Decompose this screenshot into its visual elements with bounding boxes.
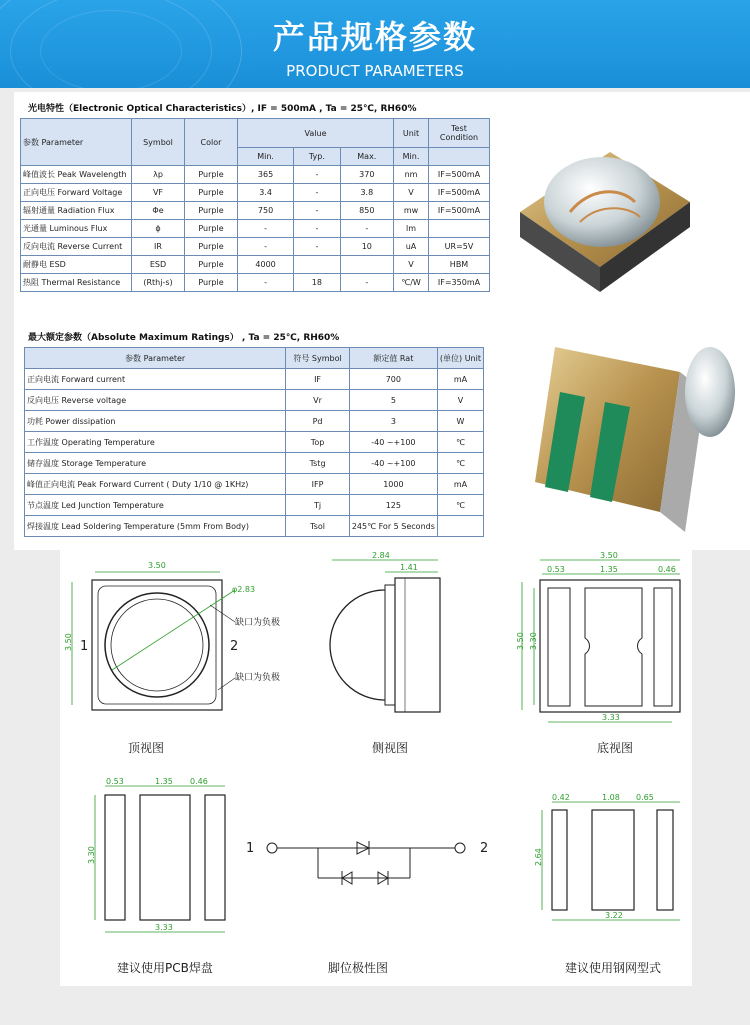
drawings-canvas bbox=[60, 550, 692, 986]
header-test-blank bbox=[429, 148, 490, 166]
optical-row bbox=[21, 202, 490, 220]
optical-cell-color: Purple bbox=[185, 256, 238, 274]
optical-table bbox=[20, 118, 490, 292]
absolute-cell-unit: mA bbox=[437, 474, 483, 495]
bottom-view-bottom: 3.33 bbox=[602, 713, 620, 722]
side-view-drawing bbox=[330, 551, 440, 755]
header-banner bbox=[0, 0, 750, 88]
polarity-label: 脚位极性图 bbox=[328, 961, 389, 975]
absolute-row bbox=[25, 474, 484, 495]
optical-cell-unit: uA bbox=[394, 238, 429, 256]
absolute-row bbox=[25, 495, 484, 516]
optical-cell-max: - bbox=[340, 274, 393, 292]
optical-cell-max: - bbox=[340, 220, 393, 238]
optical-section-title: 光电特性（Electronic Optical Characteristics）, IF = 500mA , Ta = 25℃, RH60% bbox=[28, 104, 417, 114]
pcb-dim-c: 0.46 bbox=[190, 777, 208, 786]
absolute-cell-unit bbox=[437, 516, 483, 537]
absolute-cell-value: 245℃ For 5 Seconds bbox=[349, 516, 437, 537]
top-view-drawing bbox=[64, 561, 280, 755]
optical-cell-param: 反向电流 Reverse Current bbox=[21, 238, 132, 256]
optical-cell-min: - bbox=[238, 274, 294, 292]
optical-cell-color: Purple bbox=[185, 220, 238, 238]
optical-cell-param: 峰值波长 Peak Wavelength bbox=[21, 166, 132, 184]
absolute-cell-param: 工作温度 Operating Temperature bbox=[25, 432, 286, 453]
top-view-label: 顶视图 bbox=[128, 741, 165, 755]
absolute-row bbox=[25, 516, 484, 537]
led-bottom-photo bbox=[535, 347, 735, 532]
absolute-cell-value: 700 bbox=[349, 369, 437, 390]
side-view-label: 侧视图 bbox=[372, 741, 409, 755]
optical-cell-min: 4000 bbox=[238, 256, 294, 274]
absolute-cell-param: 正向电流 Forward current bbox=[25, 369, 286, 390]
optical-cell-color: Purple bbox=[185, 184, 238, 202]
top-view-pin2: 2 bbox=[230, 639, 239, 654]
absolute-row bbox=[25, 432, 484, 453]
optical-cell-min: 750 bbox=[238, 202, 294, 220]
header-parameter: 参数 Parameter bbox=[25, 348, 286, 369]
absolute-row bbox=[25, 411, 484, 432]
absolute-cell-unit: ℃ bbox=[437, 432, 483, 453]
absolute-cell-unit: W bbox=[437, 411, 483, 432]
optical-cell-param: 热阻 Thermal Resistance bbox=[21, 274, 132, 292]
top-view-diameter: φ2.83 bbox=[232, 585, 256, 594]
absolute-cell-symbol: Tj bbox=[286, 495, 350, 516]
header-min: Min. bbox=[238, 148, 294, 166]
polarity-pin1: 1 bbox=[246, 841, 255, 856]
bottom-view-drawing bbox=[516, 551, 680, 755]
header-color: Color bbox=[185, 119, 238, 166]
optical-cell-min: 3.4 bbox=[238, 184, 294, 202]
polarity-drawing bbox=[246, 841, 488, 975]
optical-cell-max: 850 bbox=[340, 202, 393, 220]
dimension-drawings bbox=[60, 550, 692, 986]
absolute-cell-symbol: Vr bbox=[286, 390, 350, 411]
optical-cell-symbol: IR bbox=[132, 238, 185, 256]
optical-cell-color: Purple bbox=[185, 274, 238, 292]
bottom-view-c: 0.46 bbox=[658, 565, 676, 574]
top-view-note2: 缺口为负极 bbox=[235, 673, 281, 683]
optical-row bbox=[21, 256, 490, 274]
absolute-cell-unit: mA bbox=[437, 369, 483, 390]
header-typ: Typ. bbox=[294, 148, 340, 166]
absolute-cell-param: 反向电压 Reverse voltage bbox=[25, 390, 286, 411]
absolute-cell-param: 储存温度 Storage Temperature bbox=[25, 453, 286, 474]
optical-cell-max bbox=[340, 256, 393, 274]
optical-cell-unit: V bbox=[394, 184, 429, 202]
stencil-dim-bottom: 3.22 bbox=[605, 911, 623, 920]
stencil-dim-c: 0.65 bbox=[636, 793, 654, 802]
pcb-dim-bottom: 3.33 bbox=[155, 923, 173, 932]
absolute-cell-param: 节点温度 Led Junction Temperature bbox=[25, 495, 286, 516]
absolute-cell-symbol: IF bbox=[286, 369, 350, 390]
stencil-dim-h: 2.64 bbox=[534, 848, 543, 866]
absolute-cell-unit: ℃ bbox=[437, 495, 483, 516]
absolute-cell-value: 3 bbox=[349, 411, 437, 432]
absolute-cell-unit: ℃ bbox=[437, 453, 483, 474]
stencil-dim-a: 0.42 bbox=[552, 793, 570, 802]
pcb-dim-a: 0.53 bbox=[106, 777, 124, 786]
led-photos-illustration bbox=[490, 92, 750, 550]
optical-cell-param: 光通量 Luminous Flux bbox=[21, 220, 132, 238]
absolute-section-title: 最大额定参数（Absolute Maximum Ratings） , Ta = 25℃, RH60% bbox=[28, 333, 340, 343]
header-max: Max. bbox=[340, 148, 393, 166]
top-view-height: 3.50 bbox=[64, 633, 73, 651]
absolute-cell-value: 5 bbox=[349, 390, 437, 411]
side-view-total: 2.84 bbox=[372, 551, 390, 560]
optical-cell-min: 365 bbox=[238, 166, 294, 184]
optical-cell-max: 10 bbox=[340, 238, 393, 256]
optical-cell-typ: - bbox=[294, 184, 340, 202]
absolute-cell-param: 峰值正向电流 Peak Forward Current ( Duty 1/10 @ 1KHz) bbox=[25, 474, 286, 495]
optical-cell-typ: - bbox=[294, 202, 340, 220]
absolute-row bbox=[25, 369, 484, 390]
header-parameter: 参数 Parameter bbox=[21, 119, 132, 166]
optical-cell-test: UR=5V bbox=[429, 238, 490, 256]
optical-cell-typ: - bbox=[294, 238, 340, 256]
optical-cell-test: IF=350mA bbox=[429, 274, 490, 292]
optical-cell-unit: ℃/W bbox=[394, 274, 429, 292]
absolute-cell-unit: V bbox=[437, 390, 483, 411]
header-symbol: Symbol bbox=[132, 119, 185, 166]
absolute-cell-param: 功耗 Power dissipation bbox=[25, 411, 286, 432]
stencil-drawing bbox=[534, 793, 680, 975]
page-title: 产品规格参数 bbox=[272, 18, 477, 56]
optical-cell-test: HBM bbox=[429, 256, 490, 274]
optical-cell-typ bbox=[294, 256, 340, 274]
top-view-width: 3.50 bbox=[148, 561, 166, 570]
optical-row bbox=[21, 238, 490, 256]
header-test-condition: Test Condition bbox=[429, 119, 490, 148]
absolute-row bbox=[25, 453, 484, 474]
absolute-table bbox=[24, 347, 484, 537]
absolute-cell-value: -40 ~+100 bbox=[349, 453, 437, 474]
optical-cell-param: 耐静电 ESD bbox=[21, 256, 132, 274]
optical-row bbox=[21, 274, 490, 292]
optical-cell-max: 3.8 bbox=[340, 184, 393, 202]
product-photos bbox=[490, 92, 750, 550]
pcb-label: 建议使用PCB焊盘 bbox=[117, 961, 213, 975]
optical-cell-min: - bbox=[238, 238, 294, 256]
pcb-pad-drawing bbox=[87, 777, 225, 975]
absolute-cell-symbol: Tstg bbox=[286, 453, 350, 474]
optical-cell-max: 370 bbox=[340, 166, 393, 184]
absolute-cell-value: 125 bbox=[349, 495, 437, 516]
absolute-row bbox=[25, 390, 484, 411]
bottom-view-h2: 3.30 bbox=[529, 632, 538, 650]
header-symbol: 符号 Symbol bbox=[286, 348, 350, 369]
header-unit-min: Min. bbox=[394, 148, 429, 166]
absolute-cell-symbol: IFP bbox=[286, 474, 350, 495]
optical-cell-color: Purple bbox=[185, 202, 238, 220]
stencil-label: 建议使用钢网型式 bbox=[565, 961, 662, 975]
optical-row bbox=[21, 184, 490, 202]
side-view-base: 1.41 bbox=[400, 563, 418, 572]
top-view-pin1: 1 bbox=[80, 639, 89, 654]
absolute-cell-symbol: Pd bbox=[286, 411, 350, 432]
stencil-dim-b: 1.08 bbox=[602, 793, 620, 802]
page-subtitle: PRODUCT PARAMETERS bbox=[286, 62, 464, 80]
optical-cell-test bbox=[429, 220, 490, 238]
bottom-view-a: 0.53 bbox=[547, 565, 565, 574]
absolute-cell-value: -40 ~+100 bbox=[349, 432, 437, 453]
header-value: Value bbox=[238, 119, 394, 148]
absolute-cell-param: 焊接温度 Lead Soldering Temperature (5mm From Body) bbox=[25, 516, 286, 537]
optical-cell-typ: 18 bbox=[294, 274, 340, 292]
absolute-cell-symbol: Top bbox=[286, 432, 350, 453]
header-unit: Unit bbox=[394, 119, 429, 148]
pcb-dim-h: 3.30 bbox=[87, 846, 96, 864]
optical-cell-unit: lm bbox=[394, 220, 429, 238]
optical-cell-symbol: (Rthj-s) bbox=[132, 274, 185, 292]
led-top-photo bbox=[520, 152, 690, 292]
bottom-view-label: 底视图 bbox=[597, 741, 634, 755]
optical-cell-min: - bbox=[238, 220, 294, 238]
optical-cell-param: 辐射通量 Radiation Flux bbox=[21, 202, 132, 220]
bottom-view-width: 3.50 bbox=[600, 551, 618, 560]
optical-cell-typ: - bbox=[294, 220, 340, 238]
optical-row bbox=[21, 166, 490, 184]
optical-cell-symbol: ESD bbox=[132, 256, 185, 274]
bottom-view-h1: 3.50 bbox=[516, 632, 525, 650]
header-rated: 额定值 Rat bbox=[349, 348, 437, 369]
spec-sheet bbox=[14, 92, 490, 550]
optical-cell-test: IF=500mA bbox=[429, 202, 490, 220]
optical-cell-param: 正向电压 Forward Voltage bbox=[21, 184, 132, 202]
optical-cell-color: Purple bbox=[185, 166, 238, 184]
optical-cell-test: IF=500mA bbox=[429, 184, 490, 202]
optical-cell-typ: - bbox=[294, 166, 340, 184]
optical-cell-unit: V bbox=[394, 256, 429, 274]
pcb-dim-b: 1.35 bbox=[155, 777, 173, 786]
optical-cell-test: IF=500mA bbox=[429, 166, 490, 184]
optical-cell-symbol: ϕ bbox=[132, 220, 185, 238]
top-view-note1: 缺口为负极 bbox=[235, 618, 281, 628]
optical-row bbox=[21, 220, 490, 238]
absolute-cell-symbol: Tsol bbox=[286, 516, 350, 537]
absolute-cell-value: 1000 bbox=[349, 474, 437, 495]
optical-cell-color: Purple bbox=[185, 238, 238, 256]
optical-cell-symbol: Φe bbox=[132, 202, 185, 220]
optical-cell-unit: mw bbox=[394, 202, 429, 220]
bottom-view-b: 1.35 bbox=[600, 565, 618, 574]
optical-cell-unit: nm bbox=[394, 166, 429, 184]
optical-cell-symbol: λp bbox=[132, 166, 185, 184]
polarity-pin2: 2 bbox=[480, 841, 489, 856]
optical-cell-symbol: VF bbox=[132, 184, 185, 202]
header-unit: (单位) Unit bbox=[437, 348, 483, 369]
